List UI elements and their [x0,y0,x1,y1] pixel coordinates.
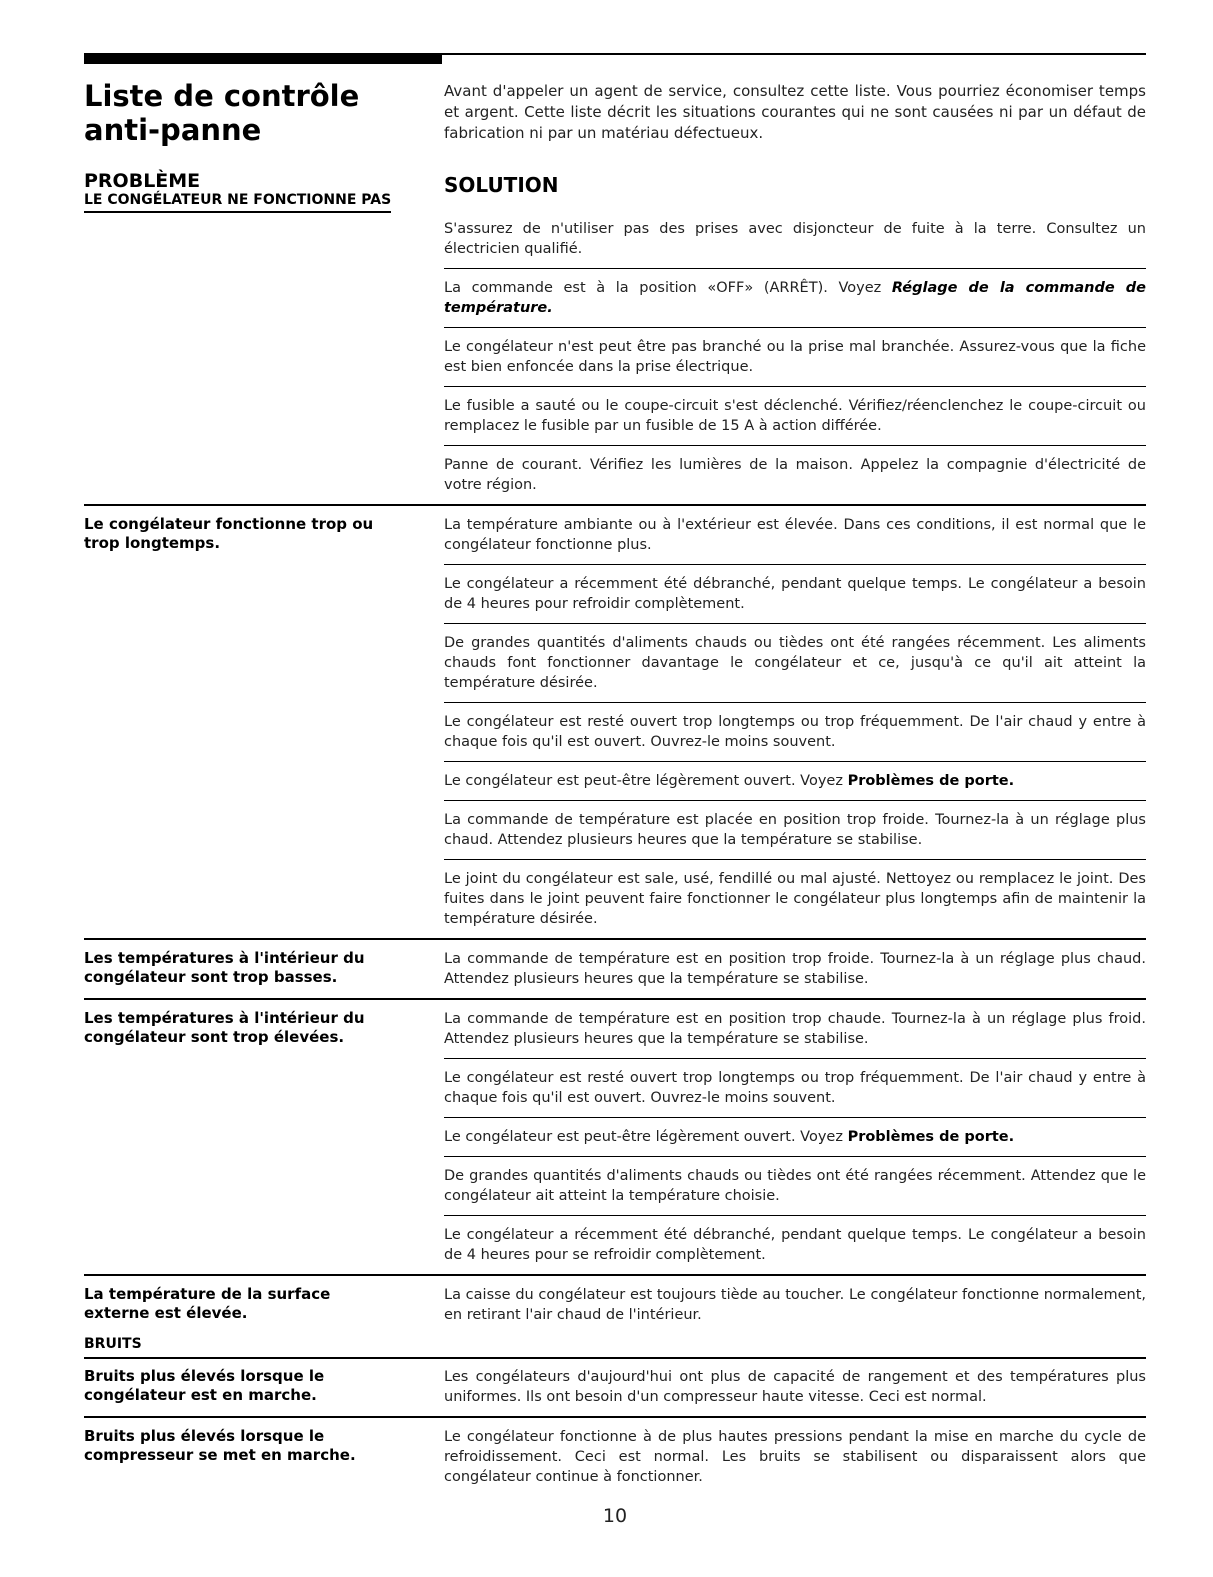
problem-text: Bruits plus élevés lorsque le compresseur se met en marche. [84,1427,356,1464]
cross-reference: Problèmes de porte. [847,773,1015,789]
solution-item: Panne de courant. Vérifiez les lumières de la maison. Appelez la compagnie d'électricité de votre région. [444,445,1146,504]
solution-item: Le congélateur est resté ouvert trop longtemps ou trop fréquemment. De l'air chaud y entre à chaque fois qu'il est ouvert. Ouvrez-le moins souvent. [444,1058,1146,1117]
problem-text: Le congélateur fonctionne trop ou trop longtemps. [84,515,374,552]
solution-list [444,1418,1146,1496]
section-title-noises: BRUITS [84,1336,142,1352]
cross-reference: Problèmes de porte. [847,1129,1015,1145]
solution-item [444,1117,1146,1156]
top-rules [84,50,1146,66]
troubleshooting-page [84,50,1146,1527]
problem-group [84,210,1146,504]
problem-group [84,504,1146,938]
solution-item: La température ambiante ou à l'extérieur est élevée. Dans ces conditions, il est normal que le congélateur fonctionne plus. [444,517,1146,553]
solution-item: Le fusible a sauté ou le coupe-circuit s'est déclenché. Vérifiez/réenclenchez le coupe-circuit ou remplacez le fusible par un fusible de 15 A à action différée. [444,386,1146,445]
solution-item: De grandes quantités d'aliments chauds ou tièdes ont été rangées récemment. Les aliments chauds font fonctionner davantage le congélateur et ce, jusqu'à ce qu'il ait atteint la température désirée. [444,623,1146,702]
problem-group [84,1416,1146,1496]
problem-column-heading: PROBLÈME [84,170,201,192]
problem-group [84,1358,1146,1416]
solution-item: La caisse du congélateur est toujours tiède au toucher. Le congélateur fonctionne normalement, en retirant l'air chaud de l'intérieur. [444,1287,1146,1323]
solution-list [444,506,1146,938]
section-heading [84,190,1146,210]
solution-item: De grandes quantités d'aliments chauds ou tièdes ont été rangées récemment. Attendez que le congélateur ait atteint la température choisie. [444,1156,1146,1215]
page-number: 10 [602,1505,628,1527]
solution-item: Le congélateur fonctionne à de plus hautes pressions pendant la mise en marche du cycle de refroidissement. Ceci est normal. Les bruits se stabilisent ou disparaissent alors que congélateur continue à fonctionner. [444,1429,1146,1485]
solution-item: Le congélateur a récemment été débranché, pendant quelque temps. Le congélateur a besoin de 4 heures pour se refroidir complètement. [444,1215,1146,1274]
solution-list [444,940,1146,998]
solution-item: Le congélateur n'est peut être pas branché ou la prise mal branchée. Assurez-vous que la fiche est bien enfoncée dans la prise électrique. [444,327,1146,386]
solution-item: Le joint du congélateur est sale, usé, fendillé ou mal ajusté. Nettoyez ou remplacez le joint. Des fuites dans le joint peuvent faire fonctionner le congélateur plus longtemps afin de maintenir la température désirée. [444,859,1146,938]
title-bar [84,53,442,64]
problem-group [84,998,1146,1274]
solution-text: La commande est à la position «OFF» (ARRÊT). Voyez [444,280,892,296]
solution-item: Le congélateur a récemment été débranché, pendant quelque temps. Le congélateur a besoin de 4 heures pour refroidir complètement. [444,564,1146,623]
problem-group [84,1274,1146,1334]
problem-text: Les températures à l'intérieur du congélateur sont trop basses. [84,949,365,986]
section-title-not-running: LE CONGÉLATEUR NE FONCTIONNE PAS [84,192,391,213]
problem-cell [84,940,444,998]
solution-text: Le congélateur est peut-être légèrement ouvert. Voyez [444,773,848,789]
solution-list [444,210,1146,504]
solution-item: La commande de température est en position trop froide. Tournez-la à un réglage plus chaud. Attendez plusieurs heures que la température se stabilise. [444,951,1146,987]
solution-list [444,1358,1146,1416]
solution-item [444,761,1146,800]
solution-item: La commande de température est en position trop chaude. Tournez-la à un réglage plus froid. Attendez plusieurs heures que la température se stabilise. [444,1011,1146,1047]
solution-list [444,1276,1146,1334]
solution-item [444,268,1146,327]
solution-item: S'assurez de n'utiliser pas des prises avec disjoncteur de fuite à la terre. Consultez un électricien qualifié. [444,221,1146,257]
problem-text: La température de la surface externe est élevée. [84,1285,331,1322]
page-header [84,66,1146,197]
problem-group [84,938,1146,998]
problem-cell [84,1276,444,1334]
problem-cell [84,1358,444,1416]
intro-paragraph: Avant d'appeler un agent de service, consultez cette liste. Vous pourriez économiser temps et argent. Cette liste décrit les situations courantes qui ne sont causées ni par un défaut de fabrication ni par un matériau défectueux. [444,82,1146,142]
cross-reference: Réglage de la commande de température. [444,280,1146,316]
page-title: Liste de contrôle anti-panne [84,79,360,147]
problem-cell [84,1418,444,1496]
solution-list [444,1000,1146,1274]
problem-cell [84,210,444,504]
problem-text: Bruits plus élevés lorsque le congélateur est en marche. [84,1367,325,1404]
problem-cell [84,1000,444,1274]
solution-item: La commande de température est placée en position trop froide. Tournez-la à un réglage plus chaud. Attendez plusieurs heures que la température se stabilise. [444,800,1146,859]
solution-item: Les congélateurs d'aujourd'hui ont plus de capacité de rangement et des températures plus uniformes. Ils ont besoin d'un compresseur haute vitesse. Ceci est normal. [444,1369,1146,1405]
problem-cell [84,506,444,938]
solution-text: Le congélateur est peut-être légèrement ouvert. Voyez [444,1129,848,1145]
problem-text: Les températures à l'intérieur du congélateur sont trop élevées. [84,1009,365,1046]
solution-column-heading: SOLUTION [444,173,559,197]
solution-item: Le congélateur est resté ouvert trop longtemps ou trop fréquemment. De l'air chaud y entre à chaque fois qu'il est ouvert. Ouvrez-le moins souvent. [444,702,1146,761]
header-rule [442,53,1146,55]
section-heading [84,1334,1146,1358]
